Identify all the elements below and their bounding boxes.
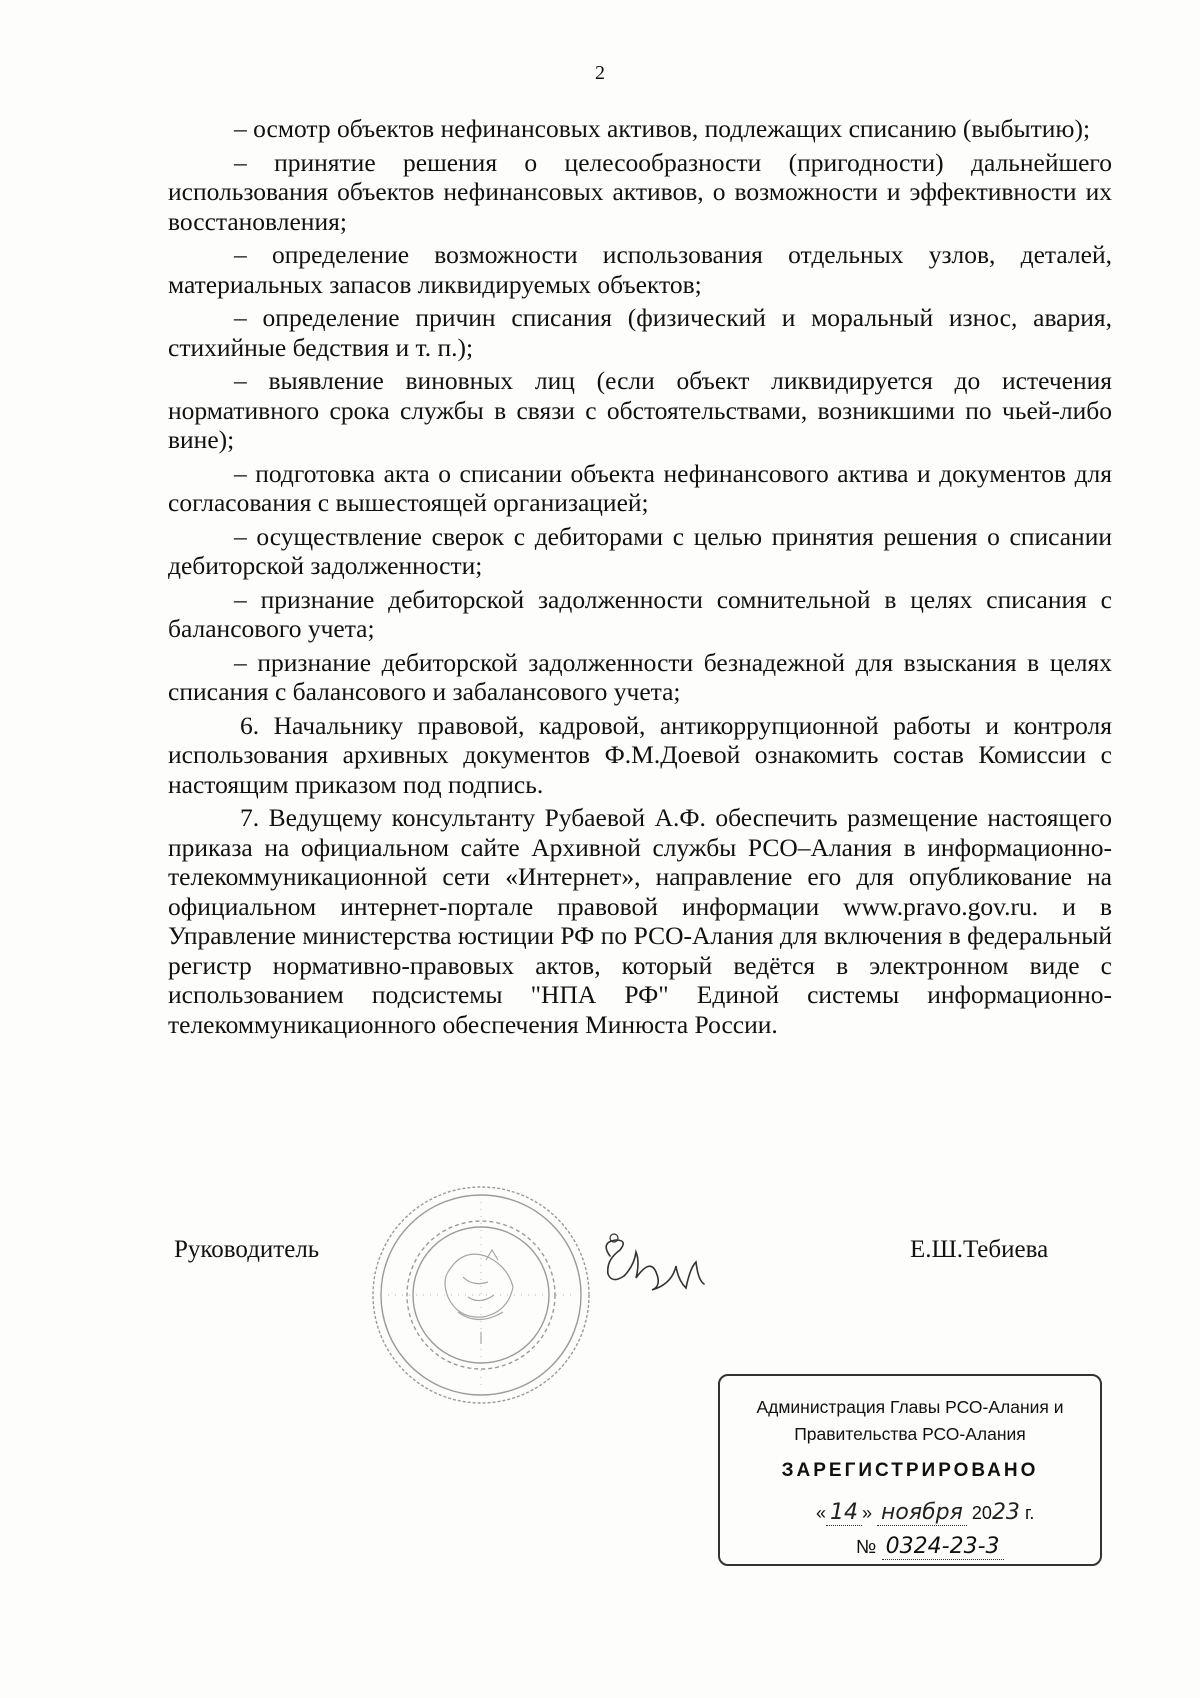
signer-name: Е.Ш.Тебиева bbox=[910, 1236, 1049, 1263]
list-item: – осмотр объектов нефинансовых активов, подлежащих списанию (выбытию); bbox=[234, 114, 1091, 143]
signer-role: Руководитель bbox=[174, 1236, 320, 1263]
stamp-number bbox=[856, 1534, 1004, 1559]
stamp-number-label: № bbox=[856, 1537, 877, 1558]
stamp-date-month: ноября bbox=[877, 1500, 967, 1526]
stamp-number-value: 0324-23-3 bbox=[882, 1534, 1004, 1560]
stamp-organization bbox=[720, 1394, 1100, 1448]
stamp-date: « 14 » ноября 2023 г. bbox=[816, 1500, 1035, 1525]
list-item: – выявление виновных лиц (если объект ликвидируется до истечения нормативного срока службы в связи с обстоятельствами, возникшими по чьей-либо вине); bbox=[168, 366, 1112, 454]
list-item: – определение возможности использования отдельных узлов, деталей, материальных запасов ликвидируемых объектов; bbox=[168, 240, 1112, 299]
clause-6: 6. Начальнику правовой, кадровой, антикоррупционной работы и контроля использования архивных документов Ф.М.Доевой ознакомить состав Комиссии с настоящим приказом под подпись. bbox=[168, 710, 1112, 799]
stamp-org-line: Правительства РСО-Алания bbox=[794, 1424, 1026, 1444]
stamp-date-day: 14 bbox=[826, 1500, 862, 1526]
list-item: – подготовка акта о списании объекта нефинансового актива и документов для согласования с вышестоящей организацией; bbox=[168, 458, 1112, 517]
handwritten-signature-icon bbox=[592, 1226, 722, 1306]
list-item: – признание дебиторской задолженности безнадежной для взыскания в целях списания с балансового и забалансового учета; bbox=[168, 647, 1112, 706]
list-item: – осуществление сверок с дебиторами с целью принятия решения о списании дебиторской задолженности; bbox=[168, 521, 1112, 580]
list-item: – признание дебиторской задолженности сомнительной в целях списания с балансового учета; bbox=[168, 584, 1112, 643]
stamp-status: ЗАРЕГИСТРИРОВАНО bbox=[781, 1460, 1039, 1481]
page-number: 2 bbox=[595, 62, 605, 84]
clause-7: 7. Ведущему консультанту Рубаевой А.Ф. обеспечить размещение настоящего приказа на официальном сайте Архивной службы РСО–Алания в информационно-телекоммуникационной сети «Интернет», направление его для опубликование на официальном интернет-портале правовой информации www.pravo.gov.ru. и в Управление министерства юстиции РФ по РСО-Алания для включения в федеральный регистр нормативно-правовых актов, который ведётся в электронном виде с использованием подсистемы "НПА РФ" Единой системы информационно-телекоммуникационного обеспечения Минюста России. bbox=[168, 803, 1112, 1039]
list-item: – определение причин списания (физический и моральный износ, авария, стихийные бедствия и т. п.); bbox=[168, 303, 1112, 362]
stamp-year-suffix: 23 bbox=[991, 1500, 1020, 1525]
stamp-year-prefix: 20 bbox=[971, 1503, 992, 1523]
stamp-org-line: Администрация Главы РСО-Алания и bbox=[756, 1397, 1064, 1417]
official-seal-icon bbox=[368, 1182, 594, 1408]
list-item: – принятие решения о целесообразности (пригодности) дальнейшего использования объектов нефинансовых активов, о возможности и эффективности их восстановления; bbox=[168, 147, 1112, 236]
registration-stamp bbox=[718, 1374, 1102, 1566]
document-body bbox=[168, 114, 1112, 1043]
stamp-year-unit: г. bbox=[1024, 1503, 1035, 1523]
